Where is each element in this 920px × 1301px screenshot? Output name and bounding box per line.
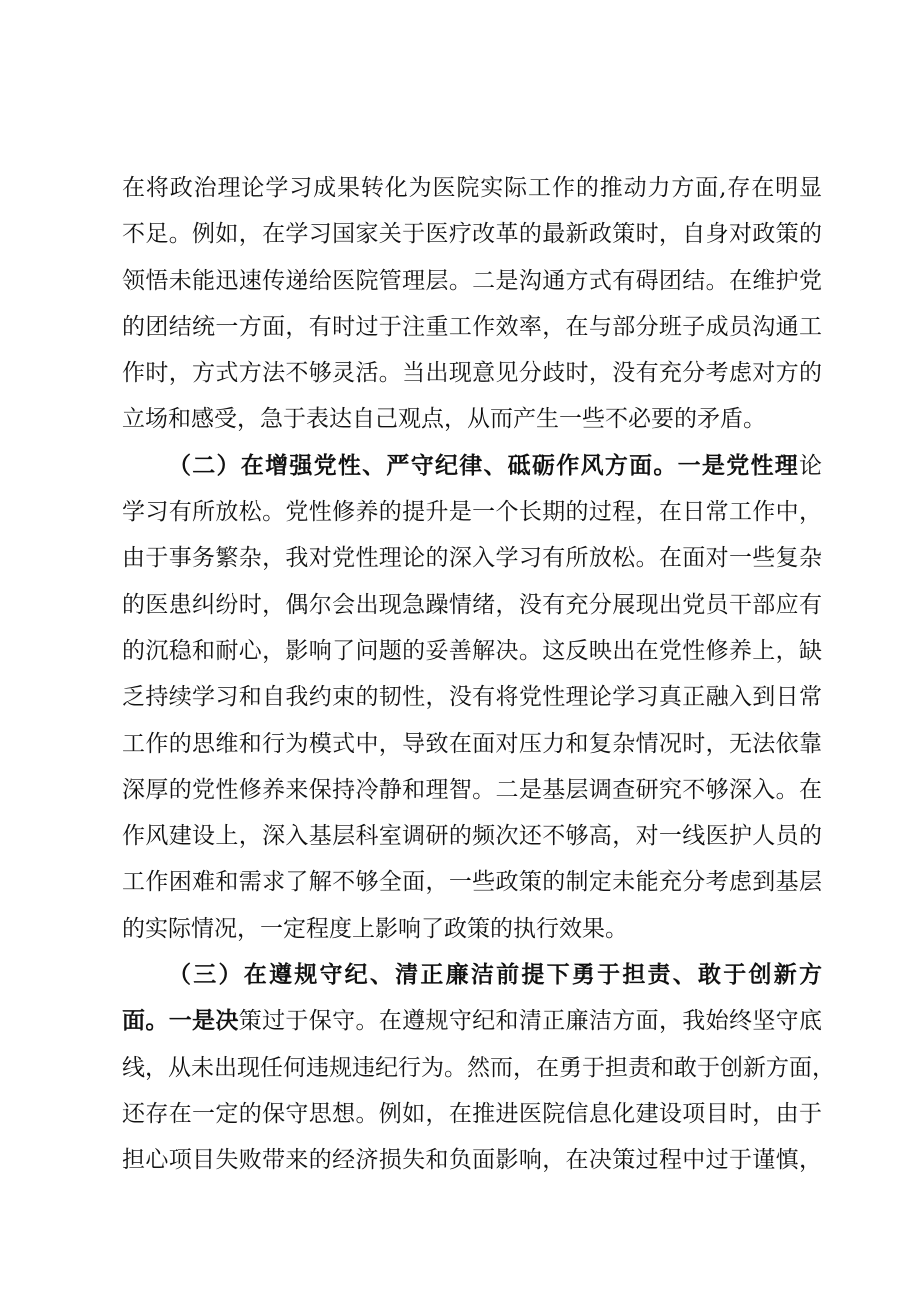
text-run: 深厚的党性修养来保持冷静和理智。二是基层调查研究不够深入。在 <box>122 776 822 803</box>
text-run: 乏持续学习和自我约束的韧性，没有将党性理论学习真正融入到日常 <box>122 684 822 711</box>
text-run: 不足。例如，在学习国家关于医疗改革的最新政策时，自身对政策的 <box>122 221 822 248</box>
text-run: 作时，方式方法不够灵活。当出现意见分歧时，没有充分考虑对方的 <box>122 360 822 387</box>
text-run: 作风建设上，深入基层科室调研的频次还不够高，对一线医护人员的 <box>122 823 822 850</box>
text-run: 的团结统一方面，有时过于注重工作效率，在与部分班子成员沟通工 <box>122 313 822 340</box>
text-line <box>122 535 822 581</box>
text-line <box>122 582 822 628</box>
section-heading-line <box>122 952 822 998</box>
text-line <box>122 906 822 952</box>
text-line <box>122 489 822 535</box>
paragraph-1 <box>122 165 822 443</box>
text-line <box>122 304 822 350</box>
text-run: 工作的思维和行为模式中，导致在面对压力和复杂情况时，无法依靠 <box>122 730 822 757</box>
text-run: 立场和感受，急于表达自己观点，从而产生一些不必要的矛盾。 <box>122 406 766 433</box>
text-run: 由于事务繁杂，我对党性理论的深入学习有所放松。在面对一些复杂 <box>122 545 822 572</box>
text-run: 论 <box>799 452 822 479</box>
text-line <box>122 674 822 720</box>
text-line <box>122 813 822 859</box>
text-line <box>122 258 822 304</box>
text-line <box>122 396 822 442</box>
text-line <box>122 165 822 211</box>
section-heading: （二）在增强党性、严守纪律、砥砺作风方面。一是党性理 <box>168 451 799 479</box>
text-line <box>122 859 822 905</box>
text-line <box>122 998 822 1044</box>
section-heading: （三）在遵规守纪、清正廉洁前提下勇于担责、敢于创新方 <box>168 961 822 989</box>
text-run: 学习有所放松。党性修养的提升是一个长期的过程，在日常工作中， <box>122 499 822 526</box>
paragraph-2 <box>122 443 822 952</box>
text-line <box>122 1091 822 1137</box>
section-heading: 面。一是决 <box>122 1007 239 1035</box>
text-run: 担心项目失败带来的经济损失和负面影响，在决策过程中过于谨慎， <box>122 1147 822 1174</box>
text-line <box>122 350 822 396</box>
section-heading-line <box>122 443 822 489</box>
text-line <box>122 628 822 674</box>
text-run: 在将政治理论学习成果转化为医院实际工作的推动力方面,存在明显 <box>122 175 822 201</box>
text-line <box>122 1045 835 1091</box>
text-line <box>122 767 822 813</box>
text-run: 线，从未出现任何违规违纪行为。然而，在勇于担责和敢于创新方面， <box>122 1054 835 1081</box>
text-line <box>122 721 822 767</box>
paragraph-3 <box>122 952 835 1183</box>
text-run: 的沉稳和耐心，影响了问题的妥善解决。这反映出在党性修养上，缺 <box>122 637 822 664</box>
text-run: 领悟未能迅速传递给医院管理层。二是沟通方式有碍团结。在维护党 <box>122 267 822 294</box>
text-run: 的医患纠纷时，偶尔会出现急躁情绪，没有充分展现出党员干部应有 <box>122 591 822 618</box>
text-line <box>122 1137 822 1183</box>
text-run: 的实际情况，一定程度上影响了政策的执行效果。 <box>122 915 628 942</box>
document-body <box>122 165 835 1184</box>
text-run: 工作困难和需求了解不够全面，一些政策的制定未能充分考虑到基层 <box>122 869 822 896</box>
text-run: 还存在一定的保守思想。例如，在推进医院信息化建设项目时，由于 <box>122 1100 822 1127</box>
text-run: 策过于保守。在遵规守纪和清正廉洁方面，我始终坚守底 <box>238 1008 823 1035</box>
text-line <box>122 211 822 257</box>
